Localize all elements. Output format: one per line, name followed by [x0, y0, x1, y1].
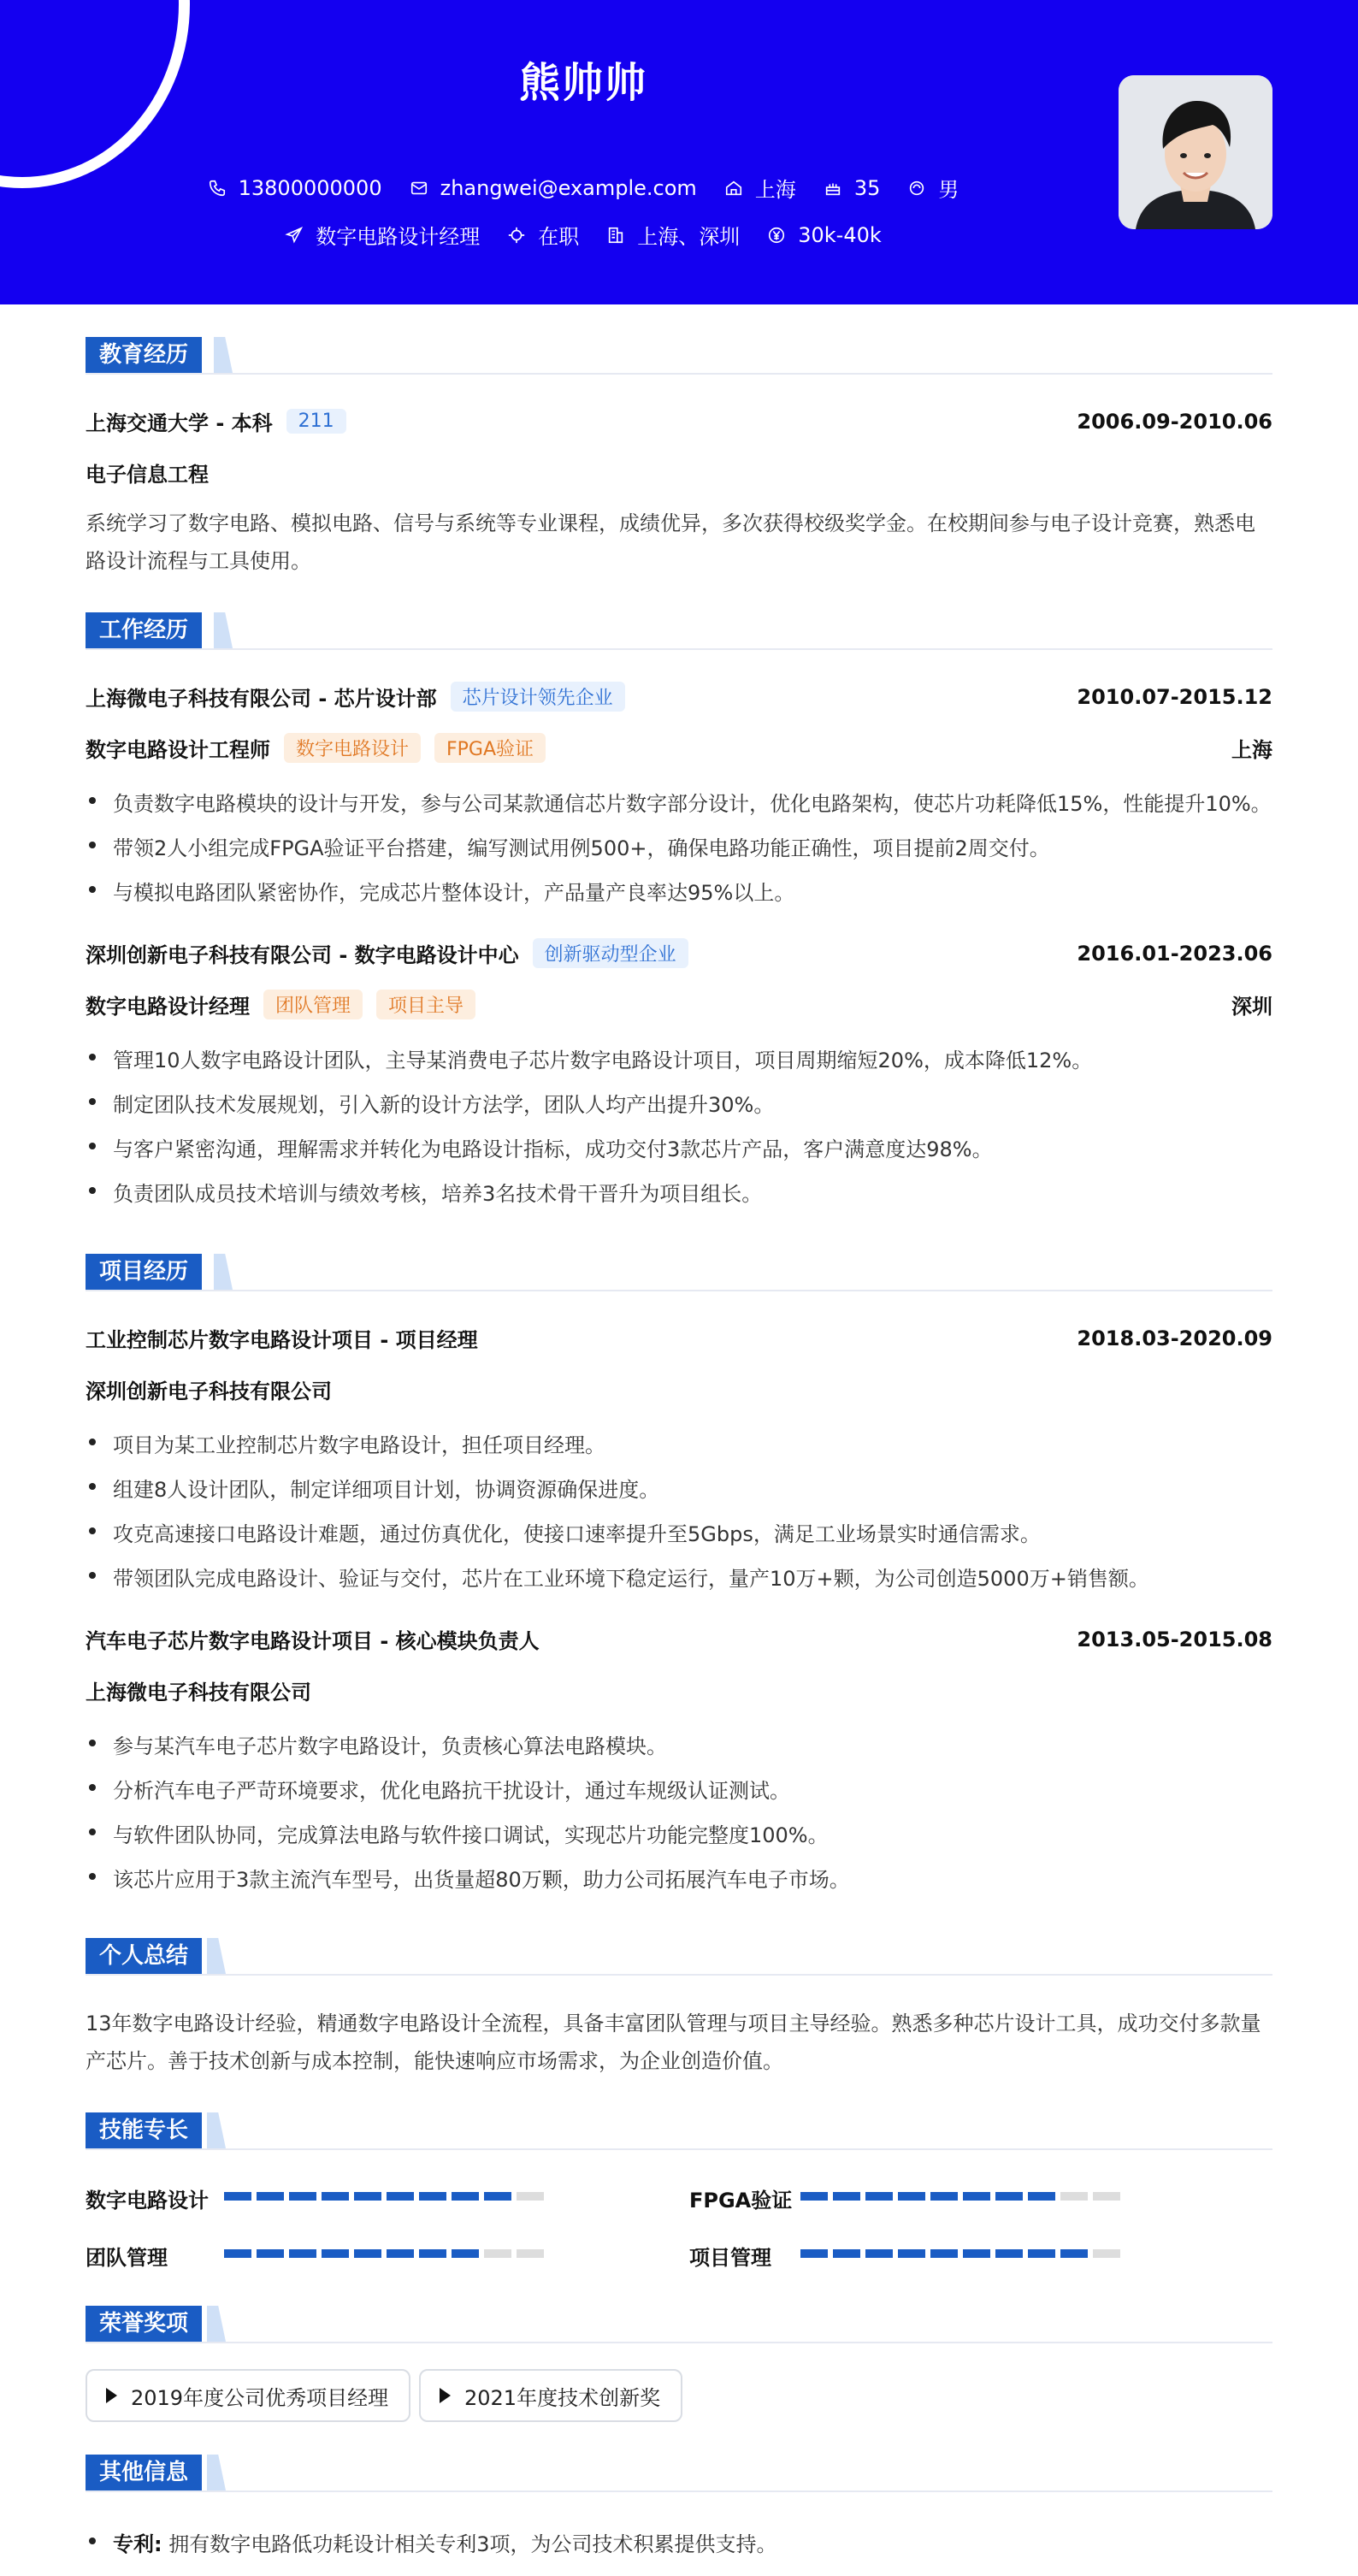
- work-title-row: [86, 733, 1272, 763]
- other-label: 专利:: [113, 2532, 162, 2556]
- skill-name: 团队管理: [86, 2246, 168, 2270]
- project-bullet: 分析汽车电子严苛环境要求，优化电路抗干扰设计，通过车规级认证测试。: [86, 1774, 1272, 1804]
- home-icon: [724, 179, 743, 198]
- status-icon: [507, 226, 526, 245]
- project-name: 汽车电子芯片数字电路设计项目 - 核心模块负责人: [86, 1629, 540, 1653]
- education-date: 2006.09-2010.06: [1077, 409, 1272, 434]
- salary-text: 30k-40k: [798, 222, 882, 247]
- position-item: [285, 220, 480, 250]
- work-bullet: 制定团队技术发展规划，引入新的设计方法学，团队人均产出提升30%。: [86, 1088, 1272, 1118]
- skill-level-bar: [224, 2192, 549, 2201]
- skill-segment: [930, 2249, 958, 2258]
- school-tag: 211: [286, 409, 346, 434]
- section-projects: [86, 1254, 1272, 1291]
- skill-segment: [898, 2249, 925, 2258]
- work-city: 上海: [1231, 738, 1272, 762]
- work-company-row: [86, 938, 1272, 968]
- yen-icon: [767, 226, 786, 245]
- city-item: [606, 220, 740, 250]
- work-bullet: 负责团队成员技术培训与绩效考核，培养3名技术骨干晋升为项目组长。: [86, 1177, 1272, 1207]
- skill-segment: [517, 2192, 544, 2201]
- triangle-icon: [106, 2388, 117, 2403]
- status-text: 在职: [538, 225, 580, 249]
- work-title-row: [86, 990, 1272, 1019]
- status-item: [507, 220, 579, 250]
- project-bullet: 带领团队完成电路设计、验证与交付，芯片在工业环境下稳定运行，量产10万+颗，为公司创造5000万+销售额。: [86, 1562, 1272, 1592]
- section-tab-tail: [207, 2455, 226, 2490]
- project-date: 2018.03-2020.09: [1077, 1326, 1272, 1350]
- work-bullet: 与客户紧密沟通，理解需求并转化为电路设计指标，成功交付3款芯片产品，客户满意度达98%。: [86, 1132, 1272, 1162]
- education-header: [86, 406, 1272, 436]
- major-row: [86, 458, 1272, 487]
- skill-segment: [257, 2249, 284, 2258]
- intent-row: [0, 220, 1166, 250]
- gender-text: 男: [938, 178, 959, 202]
- skill-tag: FPGA验证: [434, 733, 546, 763]
- section-tab-tail: [214, 1254, 233, 1290]
- major-name: 电子信息工程: [86, 463, 209, 487]
- position-text: 数字电路设计经理: [316, 225, 481, 249]
- project-company-row: [86, 1675, 1272, 1705]
- skill-tag: 数字电路设计: [284, 733, 421, 763]
- project-date: 2013.05-2015.08: [1077, 1627, 1272, 1651]
- skill-segment: [1060, 2192, 1088, 2201]
- company-tag: 芯片设计领先企业: [451, 682, 625, 712]
- section-title: 荣誉奖项: [86, 2306, 202, 2342]
- skill-segment: [1028, 2192, 1055, 2201]
- skill-segment: [257, 2192, 284, 2201]
- company-name: 深圳创新电子科技有限公司 - 数字电路设计中心: [86, 943, 519, 967]
- section-summary: [86, 1938, 1272, 1976]
- skill-segment: [322, 2192, 349, 2201]
- skill-segment: [963, 2192, 990, 2201]
- project-bullet: 攻克高速接口电路设计难题，通过仿真优化，使接口速率提升至5Gbps，满足工业场景实时通信需求。: [86, 1517, 1272, 1547]
- skill-segment: [289, 2192, 316, 2201]
- other-bullet: [86, 2527, 1272, 2557]
- email-text: zhangwei@example.com: [440, 175, 697, 200]
- contact-row: [0, 173, 1166, 203]
- project-company: 上海微电子科技有限公司: [86, 1681, 311, 1705]
- triangle-icon: [440, 2388, 451, 2403]
- skill-tag: 项目主导: [376, 990, 475, 1019]
- skill-segment: [452, 2249, 479, 2258]
- skill-segment: [1028, 2249, 1055, 2258]
- skill-segment: [419, 2249, 446, 2258]
- skill-segment: [930, 2192, 958, 2201]
- skill-segment: [995, 2249, 1023, 2258]
- skill-segment: [800, 2249, 828, 2258]
- skill-name: FPGA验证: [689, 2189, 793, 2213]
- section-education: [86, 337, 1272, 375]
- section-tab-tail: [214, 337, 233, 373]
- other-text: 拥有数字电路低功耗设计相关专利3项，为公司技术积累提供支持。: [168, 2532, 777, 2556]
- skill-segment: [224, 2192, 251, 2201]
- phone-icon: [208, 179, 227, 198]
- company-tag: 创新驱动型企业: [533, 938, 688, 968]
- section-title: 工作经历: [86, 612, 202, 648]
- skill-segment: [1093, 2192, 1120, 2201]
- location-item: [724, 173, 796, 203]
- work-company-row: [86, 682, 1272, 712]
- education-desc: 系统学习了数字电路、模拟电路、信号与系统等专业课程，成绩优异，多次获得校级奖学金。在校期间参与电子设计竞赛，熟悉电路设计流程与工具使用。: [86, 511, 1255, 573]
- send-icon: [285, 226, 304, 245]
- skill-segment: [387, 2249, 414, 2258]
- job-title: 数字电路设计经理: [86, 995, 250, 1019]
- project-bullet: 与软件团队协同，完成算法电路与软件接口调试，实现芯片功能完整度100%。: [86, 1818, 1272, 1848]
- skill-segment: [484, 2192, 511, 2201]
- section-work: [86, 612, 1272, 650]
- work-bullet: 负责数字电路模块的设计与开发，参与公司某款通信芯片数字部分设计，优化电路架构，使芯片功耗降低15%，性能提升10%。: [86, 787, 1272, 817]
- section-skills: [86, 2112, 1272, 2150]
- skill-segment: [484, 2249, 511, 2258]
- building-icon: [606, 226, 625, 245]
- project-header: [86, 1323, 1272, 1353]
- work-date: 2016.01-2023.06: [1077, 941, 1272, 966]
- section-title: 项目经历: [86, 1254, 202, 1290]
- section-title: 教育经历: [86, 337, 202, 373]
- skill-segment: [419, 2192, 446, 2201]
- work-city: 深圳: [1231, 995, 1272, 1019]
- summary-text: 13年数字电路设计经验，精通数字电路设计全流程，具备丰富团队管理与项目主导经验。熟悉多种芯片设计工具，成功交付多款量产芯片。善于技术创新与成本控制，能快速响应市场需求，为企业创造价值。: [86, 2012, 1261, 2073]
- avatar: [1119, 75, 1272, 229]
- award-text: 2021年度技术创新奖: [464, 2385, 661, 2410]
- section-title: 个人总结: [86, 1938, 202, 1974]
- section-tab-tail: [207, 1938, 226, 1974]
- avatar-portrait: [1119, 75, 1272, 229]
- resume-header: [0, 0, 1358, 304]
- phone-text: 13800000000: [238, 175, 382, 200]
- skill-segment: [898, 2192, 925, 2201]
- skill-name: 项目管理: [689, 2246, 771, 2270]
- age-text: 35: [853, 175, 881, 200]
- section-tab-tail: [207, 2306, 226, 2342]
- section-title: 技能专长: [86, 2112, 202, 2148]
- skill-segment: [995, 2192, 1023, 2201]
- skill-level-bar: [800, 2192, 1125, 2201]
- skill-segment: [865, 2192, 893, 2201]
- award-badge: [419, 2369, 682, 2422]
- school-name: 上海交通大学 - 本科: [86, 411, 273, 435]
- job-title: 数字电路设计工程师: [86, 738, 270, 762]
- skill-segment: [833, 2192, 860, 2201]
- work-bullet: 带领2人小组完成FPGA验证平台搭建，编写测试用例500+，确保电路功能正确性，项目提前2周交付。: [86, 831, 1272, 861]
- skill-tag: 团队管理: [263, 990, 363, 1019]
- skill-segment: [517, 2249, 544, 2258]
- work-bullet: 与模拟电路团队紧密协作，完成芯片整体设计，产品量产良率达95%以上。: [86, 876, 1272, 906]
- section-tab-tail: [207, 2112, 226, 2148]
- skill-level-bar: [800, 2249, 1125, 2258]
- location-text: 上海: [754, 178, 796, 202]
- skill-name: 数字电路设计: [86, 2189, 209, 2213]
- work-bullet: 管理10人数字电路设计团队，主导某消费电子芯片数字电路设计项目，项目周期缩短20%，成本降低12%。: [86, 1043, 1272, 1073]
- project-bullet: 该芯片应用于3款主流汽车型号，出货量超80万颗，助力公司拓展汽车电子市场。: [86, 1863, 1272, 1893]
- project-bullet: 参与某汽车电子芯片数字电路设计，负责核心算法电路模块。: [86, 1729, 1272, 1759]
- gender-icon: [907, 179, 926, 198]
- project-header: [86, 1624, 1272, 1654]
- project-company-row: [86, 1374, 1272, 1404]
- award-text: 2019年度公司优秀项目经理: [131, 2385, 389, 2410]
- skill-segment: [354, 2249, 381, 2258]
- section-awards: [86, 2306, 1272, 2343]
- section-title: 其他信息: [86, 2455, 202, 2490]
- project-bullet: 项目为某工业控制芯片数字电路设计，担任项目经理。: [86, 1428, 1272, 1458]
- award-badge: [86, 2369, 410, 2422]
- skill-segment: [289, 2249, 316, 2258]
- company-name: 上海微电子科技有限公司 - 芯片设计部: [86, 687, 437, 711]
- work-date: 2010.07-2015.12: [1077, 684, 1272, 709]
- mail-icon: [410, 179, 428, 198]
- project-company: 深圳创新电子科技有限公司: [86, 1380, 332, 1403]
- section-tab-tail: [214, 612, 233, 648]
- project-bullet: 组建8人设计团队，制定详细项目计划，协调资源确保进度。: [86, 1473, 1272, 1503]
- skill-segment: [1060, 2249, 1088, 2258]
- skill-segment: [963, 2249, 990, 2258]
- salary-item: [767, 223, 882, 247]
- skill-segment: [354, 2192, 381, 2201]
- email-item: [410, 176, 697, 200]
- gender-item: [907, 173, 959, 203]
- skill-segment: [833, 2249, 860, 2258]
- phone-item: [208, 176, 382, 200]
- section-other: [86, 2455, 1272, 2492]
- city-text: 上海、深圳: [637, 225, 741, 249]
- project-name: 工业控制芯片数字电路设计项目 - 项目经理: [86, 1328, 478, 1352]
- cake-icon: [824, 179, 842, 198]
- skill-segment: [1093, 2249, 1120, 2258]
- skill-segment: [387, 2192, 414, 2201]
- skill-segment: [800, 2192, 828, 2201]
- skill-segment: [224, 2249, 251, 2258]
- skill-segment: [322, 2249, 349, 2258]
- skill-segment: [452, 2192, 479, 2201]
- candidate-name: 熊帅帅: [518, 59, 647, 107]
- skill-level-bar: [224, 2249, 549, 2258]
- age-item: [824, 176, 881, 200]
- skill-segment: [865, 2249, 893, 2258]
